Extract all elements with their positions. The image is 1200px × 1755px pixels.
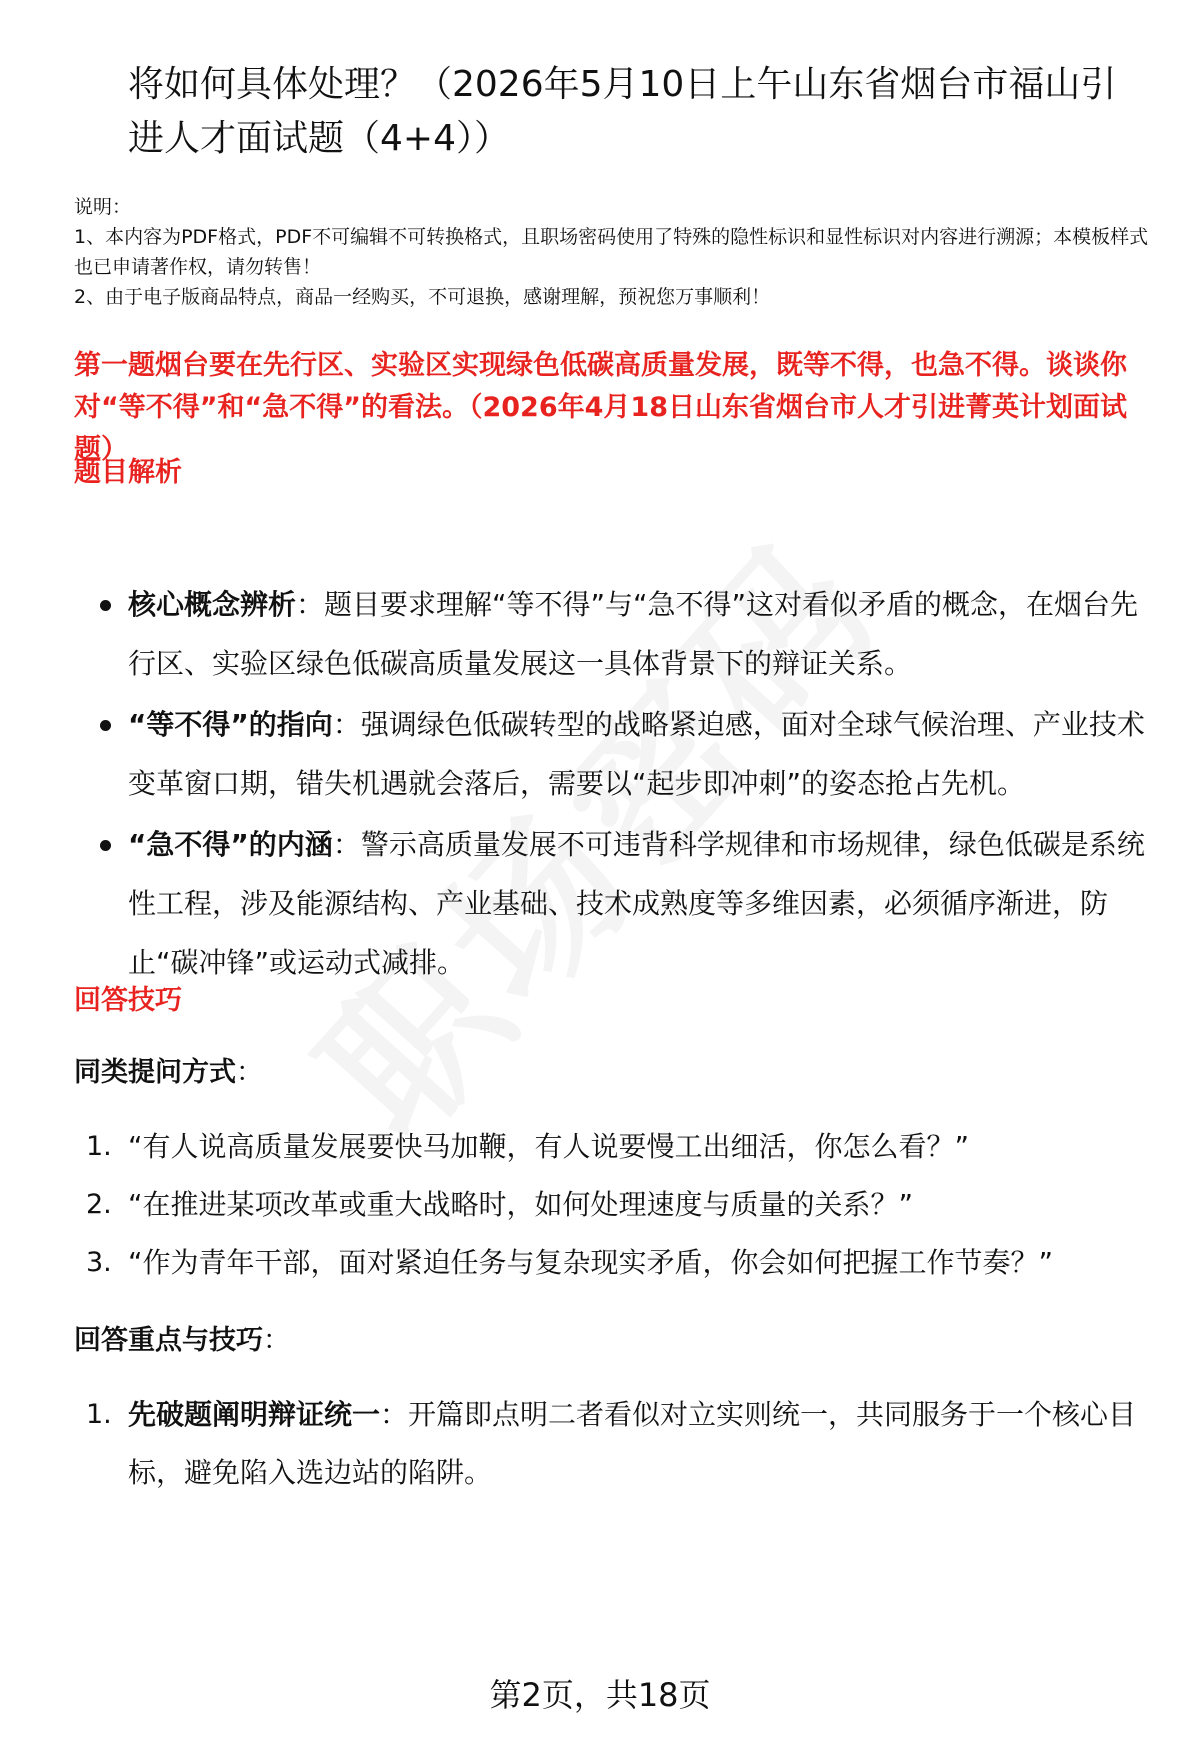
heading-colon: ： xyxy=(263,1325,290,1356)
analysis-text: ：强调绿色低碳转型的战略紧迫感，面对全球气候治理、产业技术变革窗口期，错失机遇就会落后，需要以“起步即冲刺”的姿态抢占先机。 xyxy=(128,708,1145,800)
notes-line-1: 1、本内容为PDF格式，PDF不可编辑不可转换格式，且职场密码使用了特殊的隐性标识和显性标识对内容进行溯源；本模板样式也已申请著作权，请勿转售！ xyxy=(74,226,1149,278)
analysis-heading: 题目解析 xyxy=(74,457,182,488)
bullet-icon xyxy=(100,600,111,611)
item-number: 1. xyxy=(86,1399,112,1430)
page-footer: 第2页，共18页 xyxy=(489,1676,711,1714)
key-point-term: 先破题阐明辩证统一 xyxy=(128,1398,381,1431)
heading-colon: ： xyxy=(236,1057,263,1088)
question-heading: 第一题烟台要在先行区、实验区实现绿色低碳高质量发展，既等不得，也急不得。谈谈你对“等不得”和“急不得”的看法。（2026年4月18日山东省烟台市人才引进菁英计划面试题） xyxy=(74,350,1127,465)
analysis-term: “等不得”的指向 xyxy=(128,708,333,741)
similar-question-item xyxy=(74,1234,1164,1292)
key-points-heading xyxy=(74,1318,290,1357)
notes-label: 说明： xyxy=(74,196,132,218)
analysis-text: ：警示高质量发展不可违背科学规律和市场规律，绿色低碳是系统性工程，涉及能源结构、产业基础、技术成熟度等多维因素，必须循序渐进，防止“碳冲锋”或运动式减排。 xyxy=(128,828,1145,979)
similar-question-text: “有人说高质量发展要快马加鞭，有人说要慢工出细活，你怎么看？” xyxy=(128,1130,970,1163)
key-point-text: ：开篇即点明二者看似对立实则统一，共同服务于一个核心目标，避免陷入选边站的陷阱。 xyxy=(128,1398,1137,1489)
bullet-icon xyxy=(100,840,111,851)
notes-line-2: 2、由于电子版商品特点，商品一经购买，不可退换，感谢理解，预祝您万事顺利！ xyxy=(74,286,771,308)
analysis-term: 核心概念辨析 xyxy=(128,588,297,621)
similar-questions-heading xyxy=(74,1050,263,1089)
similar-question-item xyxy=(74,1176,1164,1234)
analysis-text: ：题目要求理解“等不得”与“急不得”这对看似矛盾的概念，在烟台先行区、实验区绿色低碳高质量发展这一具体背景下的辩证关系。 xyxy=(128,588,1139,680)
similar-question-item xyxy=(74,1118,1164,1176)
similar-question-text: “作为青年干部，面对紧迫任务与复杂现实矛盾，你会如何把握工作节奏？” xyxy=(128,1246,1054,1279)
similar-questions-list xyxy=(74,1118,1164,1292)
key-points-list xyxy=(74,1386,1164,1502)
analysis-list xyxy=(74,575,1164,994)
key-points-title: 回答重点与技巧 xyxy=(74,1325,263,1356)
item-number: 2. xyxy=(86,1189,112,1220)
analysis-item xyxy=(74,815,1164,992)
analysis-term: “急不得”的内涵 xyxy=(128,828,333,861)
document-title: 将如何具体处理？（2026年5月10日上午山东省烟台市福山引进人才面试题（4+4）） xyxy=(128,64,1117,159)
notes-block xyxy=(74,192,1164,312)
similar-questions-title: 同类提问方式 xyxy=(74,1057,236,1088)
analysis-item xyxy=(74,575,1164,693)
item-number: 1. xyxy=(86,1131,112,1162)
similar-question-text: “在推进某项改革或重大战略时，如何处理速度与质量的关系？” xyxy=(128,1188,914,1221)
item-number: 3. xyxy=(86,1247,112,1278)
key-point-item xyxy=(74,1386,1164,1502)
bullet-icon xyxy=(100,720,111,731)
skills-heading: 回答技巧 xyxy=(74,985,182,1016)
analysis-item xyxy=(74,695,1164,813)
